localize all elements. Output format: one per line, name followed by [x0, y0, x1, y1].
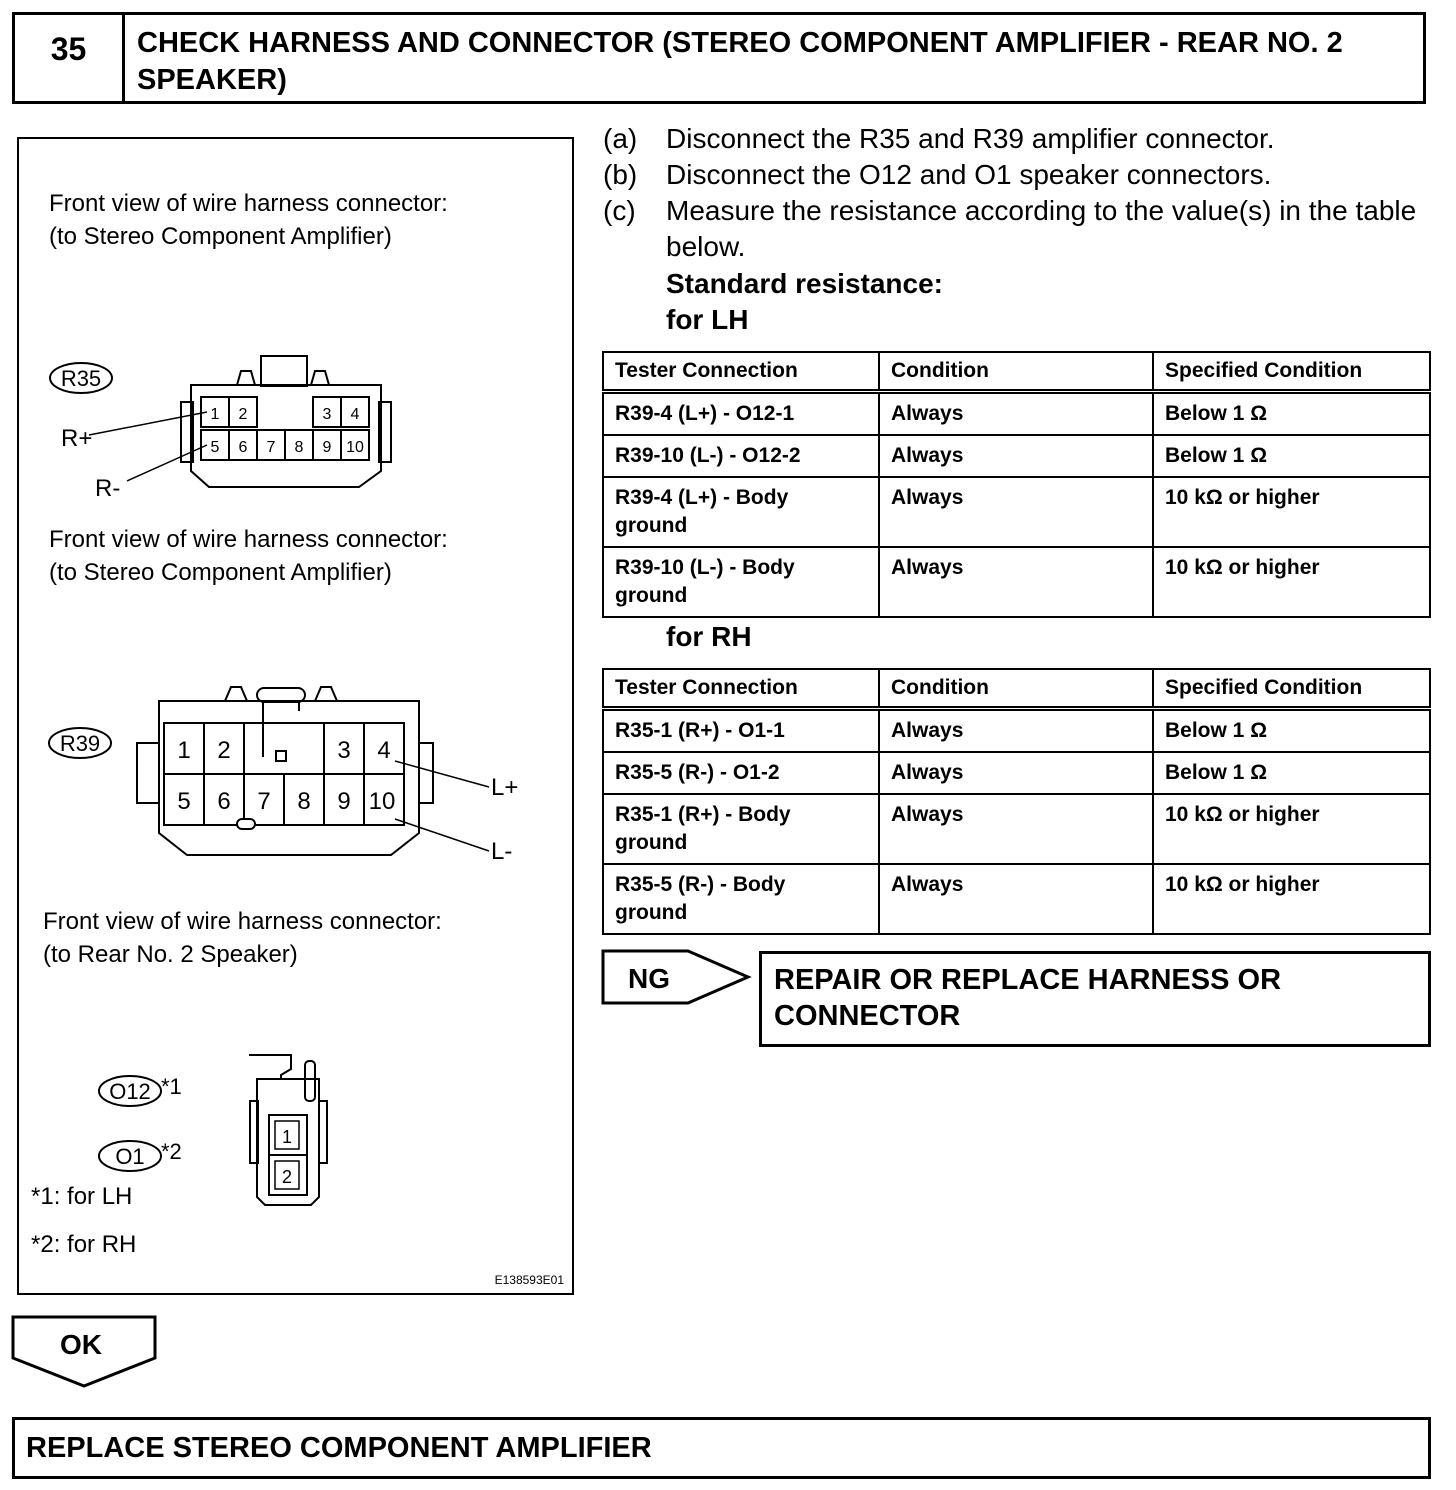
- cell-condition: Always: [879, 709, 1153, 753]
- cell-condition: Always: [879, 752, 1153, 794]
- cell-tester-connection: R39-10 (L-) - O12-2: [603, 435, 879, 477]
- cell-specified-condition: 10 kΩ or higher: [1153, 547, 1430, 617]
- r35-pin-label: 10: [346, 439, 364, 456]
- table-row: [603, 435, 1430, 477]
- r35-pin-label: 5: [210, 439, 220, 456]
- r39-key-right: [315, 687, 337, 701]
- step-header: [12, 12, 1426, 104]
- header-tester-connection: Tester Connection: [603, 669, 879, 709]
- r35-badge-label: R35: [60, 366, 102, 391]
- lh-resistance-table: [602, 351, 1431, 618]
- table-header-row: [603, 669, 1430, 709]
- connector-figure: [17, 137, 574, 1295]
- cell-specified-condition: 10 kΩ or higher: [1153, 477, 1430, 547]
- caption-2-line-2: (to Stereo Component Amplifier): [49, 559, 392, 586]
- r39-pin-label: 2: [217, 737, 231, 764]
- r39-pin-label: 8: [297, 788, 311, 815]
- cell-tester-connection: R35-1 (R+) - O1-1: [603, 709, 879, 753]
- r39-bottom-key: [237, 819, 255, 829]
- header-tester-connection: Tester Connection: [603, 352, 879, 392]
- table-row: [603, 794, 1430, 864]
- r35-rplus-label: R+: [61, 425, 93, 452]
- r35-pin-label: 6: [238, 439, 248, 456]
- cell-condition: Always: [879, 477, 1153, 547]
- connectors-drawing: [19, 139, 572, 1293]
- ng-result-text: REPAIR OR REPLACE HARNESS OR CONNECTOR: [774, 964, 1282, 1032]
- r35-key-right: [311, 371, 329, 385]
- cell-tester-connection: R39-4 (L+) - Body ground: [603, 477, 879, 547]
- step-a-text: Disconnect the R35 and R39 amplifier connector.: [666, 123, 1275, 154]
- r39-pin-label: 1: [177, 737, 191, 764]
- final-result-box: [12, 1417, 1431, 1479]
- cell-specified-condition: 10 kΩ or higher: [1153, 794, 1430, 864]
- cell-condition: Always: [879, 435, 1153, 477]
- ng-arrow: [600, 948, 760, 1010]
- final-result-text: REPLACE STEREO COMPONENT AMPLIFIER: [26, 1432, 652, 1464]
- caption-1-line-1: Front view of wire harness connector:: [49, 190, 448, 217]
- table-row: [603, 709, 1430, 753]
- cell-tester-connection: R39-4 (L+) - O12-1: [603, 392, 879, 436]
- speaker-right-tab: [319, 1101, 327, 1163]
- table-row: [603, 752, 1430, 794]
- ng-label: NG: [628, 963, 670, 994]
- r35-pin-label: 3: [322, 406, 332, 423]
- note-1: *1: for LH: [31, 1183, 133, 1210]
- header-specified-condition: Specified Condition: [1153, 352, 1430, 392]
- o12-badge-label: O12: [109, 1079, 151, 1104]
- r35-rminus-label: R-: [95, 475, 121, 502]
- cell-specified-condition: Below 1 Ω: [1153, 392, 1430, 436]
- header-specified-condition: Specified Condition: [1153, 669, 1430, 709]
- cell-condition: Always: [879, 794, 1153, 864]
- lh-heading: for LH: [666, 304, 749, 335]
- r35-pin-label: 7: [266, 439, 276, 456]
- r39-right-tab: [419, 743, 433, 803]
- header-condition: Condition: [879, 352, 1153, 392]
- table-row: [603, 547, 1430, 617]
- r39-badge-label: R39: [59, 731, 101, 756]
- header-condition: Condition: [879, 669, 1153, 709]
- r35-key-left: [237, 371, 255, 385]
- table-row: [603, 864, 1430, 934]
- speaker-pin-label: 2: [281, 1167, 293, 1187]
- cell-condition: Always: [879, 864, 1153, 934]
- cell-specified-condition: Below 1 Ω: [1153, 709, 1430, 753]
- cell-specified-condition: 10 kΩ or higher: [1153, 864, 1430, 934]
- cell-specified-condition: Below 1 Ω: [1153, 435, 1430, 477]
- cell-tester-connection: R39-10 (L-) - Body ground: [603, 547, 879, 617]
- rh-resistance-table: [602, 668, 1431, 935]
- r35-pin-label: 9: [322, 439, 332, 456]
- r39-pin-label: 6: [217, 788, 231, 815]
- ng-result-box: [759, 951, 1431, 1047]
- step-a-label: (a): [603, 123, 638, 154]
- o12-note: *1: [161, 1074, 182, 1099]
- r39-body: [159, 701, 419, 855]
- r39-pin-label: 5: [177, 788, 191, 815]
- table-header-row: [603, 352, 1430, 392]
- rh-heading: for RH: [666, 621, 752, 652]
- r39-pin-label: 4: [377, 737, 391, 764]
- note-2: *2: for RH: [31, 1231, 137, 1258]
- r35-pin-label: 1: [210, 406, 220, 423]
- step-number: 35: [15, 15, 125, 101]
- cell-condition: Always: [879, 547, 1153, 617]
- step-b-text: Disconnect the O12 and O1 speaker connectors.: [666, 159, 1272, 190]
- caption-3-line-1: Front view of wire harness connector:: [43, 908, 442, 935]
- r39-pin-label: 3: [337, 737, 351, 764]
- r39-lplus-leader: [395, 761, 489, 787]
- ok-label: OK: [60, 1329, 102, 1360]
- r35-rplus-leader: [89, 412, 207, 435]
- r39-lminus-label: L-: [491, 838, 513, 865]
- step-b-label: (b): [603, 159, 638, 190]
- r35-pin-label: 4: [350, 406, 360, 423]
- table-row: [603, 477, 1430, 547]
- caption-2-line-1: Front view of wire harness connector:: [49, 526, 448, 553]
- cell-condition: Always: [879, 392, 1153, 436]
- figure-id: E138593E01: [494, 1273, 564, 1287]
- cell-specified-condition: Below 1 Ω: [1153, 752, 1430, 794]
- speaker-latch: [249, 1055, 291, 1079]
- caption-3-line-2: (to Rear No. 2 Speaker): [43, 941, 298, 968]
- speaker-connector: [99, 1055, 327, 1205]
- r39-latch: [257, 688, 305, 702]
- o1-badge-label: O1: [115, 1144, 145, 1169]
- ng-arrow-shape: [603, 951, 748, 1003]
- r35-pin-label: 2: [238, 406, 248, 423]
- step-c-text: Measure the resistance according to the value(s) in the table below.: [666, 195, 1417, 262]
- r39-pin-label: 9: [337, 788, 351, 815]
- ok-arrow: [10, 1314, 160, 1390]
- r39-connector: [49, 687, 518, 865]
- o1-note: *2: [161, 1139, 182, 1164]
- r35-latch: [261, 356, 307, 386]
- r39-lplus-label: L+: [491, 774, 519, 801]
- r35-pin-label: 8: [294, 439, 304, 456]
- table-row: [603, 392, 1430, 436]
- speaker-post: [305, 1061, 315, 1101]
- r39-lminus-leader: [395, 819, 489, 851]
- r39-pin-label: 7: [257, 788, 271, 815]
- r35-connector: [50, 356, 391, 502]
- speaker-pin-label: 1: [281, 1127, 293, 1147]
- caption-1-line-2: (to Stereo Component Amplifier): [49, 223, 392, 250]
- r39-pin-label: 10: [368, 788, 396, 815]
- r39-key-left: [225, 687, 247, 701]
- step-c-label: (c): [603, 195, 636, 226]
- standard-heading: Standard resistance:: [666, 268, 943, 299]
- r39-left-tab: [137, 743, 159, 803]
- step-title: CHECK HARNESS AND CONNECTOR (STEREO COMPONENT AMPLIFIER - REAR NO. 2 SPEAKER): [137, 27, 1343, 96]
- cell-tester-connection: R35-1 (R+) - Body ground: [603, 794, 879, 864]
- cell-tester-connection: R35-5 (R-) - Body ground: [603, 864, 879, 934]
- r39-latch-square: [276, 751, 286, 761]
- cell-tester-connection: R35-5 (R-) - O1-2: [603, 752, 879, 794]
